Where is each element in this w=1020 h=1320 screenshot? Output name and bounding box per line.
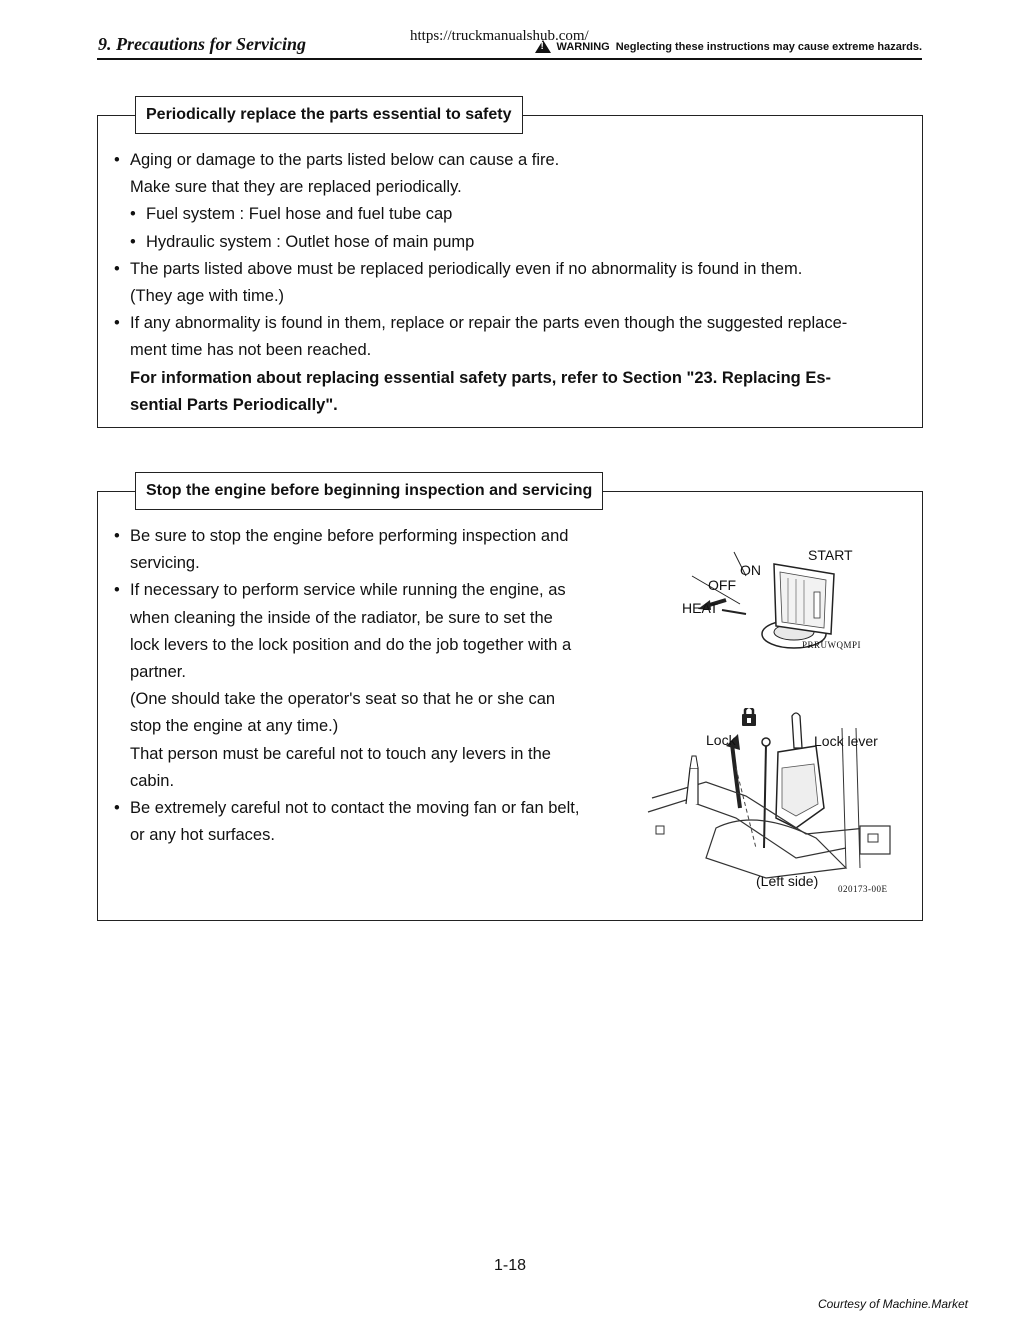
section-title: Stop the engine before beginning inspection and servicing	[135, 472, 603, 510]
label-on: ON	[740, 562, 761, 578]
list-item-text: • Aging or damage to the parts listed below can cause a fire.	[130, 151, 560, 169]
page-number: 1-18	[493, 1257, 527, 1274]
warning-text: Neglecting these instructions may cause extreme hazards.	[615, 40, 922, 53]
label-left-side: (Left side)	[756, 873, 819, 889]
figure-code: 020173-00E	[838, 884, 888, 894]
section-title: Periodically replace the parts essential to safety	[135, 96, 523, 134]
bullet-list	[112, 147, 912, 419]
label-lock-lever: Lock lever	[814, 733, 878, 749]
list-item-text: • Be extremely careful not to contact the moving fan or fan belt,	[130, 799, 580, 818]
warning-triangle-icon	[535, 40, 551, 53]
key-switch-illustration	[676, 542, 896, 652]
list-item-text: Make sure that they are replaced periodically.	[130, 178, 462, 197]
list-item-text: (One should take the operator's seat so that he or she can	[130, 690, 556, 709]
sub-list-item: • Fuel system : Fuel hose and fuel tube cap	[112, 201, 912, 228]
list-item-text: stop the engine at any time.)	[130, 717, 339, 736]
section-replace-safety-parts	[97, 106, 923, 428]
label-lock: Lock	[706, 732, 736, 748]
list-item	[112, 310, 912, 419]
list-item-text: lock levers to the lock position and do the job together with a	[130, 635, 572, 654]
list-item-text: partner.	[130, 663, 186, 682]
label-start: START	[808, 547, 853, 563]
reference-note: For information about replacing essential safety parts, refer to Section "23. Replacing Es-	[130, 368, 831, 387]
list-item-text: • If any abnormality is found in them, replace or repair the parts even though the suggested replace-	[130, 314, 848, 333]
list-item-text: ment time has not been reached.	[130, 341, 372, 360]
header-warning	[535, 40, 922, 53]
list-item-text: or any hot surfaces.	[130, 826, 275, 845]
lock-lever-figure	[646, 708, 906, 898]
sub-list-item: • Hydraulic system : Outlet hose of main pump	[112, 229, 912, 256]
bullet-list	[112, 523, 614, 849]
warning-label: WARNING	[556, 40, 610, 53]
list-item-text: • If necessary to perform service while running the engine, as	[130, 581, 566, 600]
list-item-text: cabin.	[130, 771, 175, 790]
list-item-text: That person must be careful not to touch any levers in the	[130, 744, 551, 763]
list-item-text: (They age with time.)	[130, 287, 285, 306]
list-item	[112, 256, 912, 310]
header-url: https://truckmanualshub.com/	[410, 28, 589, 44]
label-heat: HEAT	[682, 600, 719, 616]
list-item-text: • Be sure to stop the engine before performing inspection and	[130, 527, 569, 545]
list-item	[112, 577, 614, 795]
list-item-text: • The parts listed above must be replaced periodically even if no abnormality is found in them.	[130, 259, 803, 278]
courtesy-note: Courtesy of Machine.Market	[817, 1297, 968, 1311]
list-item	[112, 795, 614, 849]
figure-code: PRRUWQMPI	[802, 640, 862, 650]
reference-note: sential Parts Periodically".	[130, 395, 338, 414]
list-item	[112, 523, 614, 577]
list-item	[112, 147, 912, 201]
section-stop-engine	[97, 482, 923, 921]
list-item-text: when cleaning the inside of the radiator, be sure to set the	[130, 608, 553, 627]
key-switch-figure	[676, 542, 896, 652]
header-divider	[97, 58, 922, 60]
list-item-text: servicing.	[130, 554, 200, 573]
label-off: OFF	[708, 577, 736, 593]
page-header-title: 9. Precautions for Servicing	[98, 34, 307, 54]
